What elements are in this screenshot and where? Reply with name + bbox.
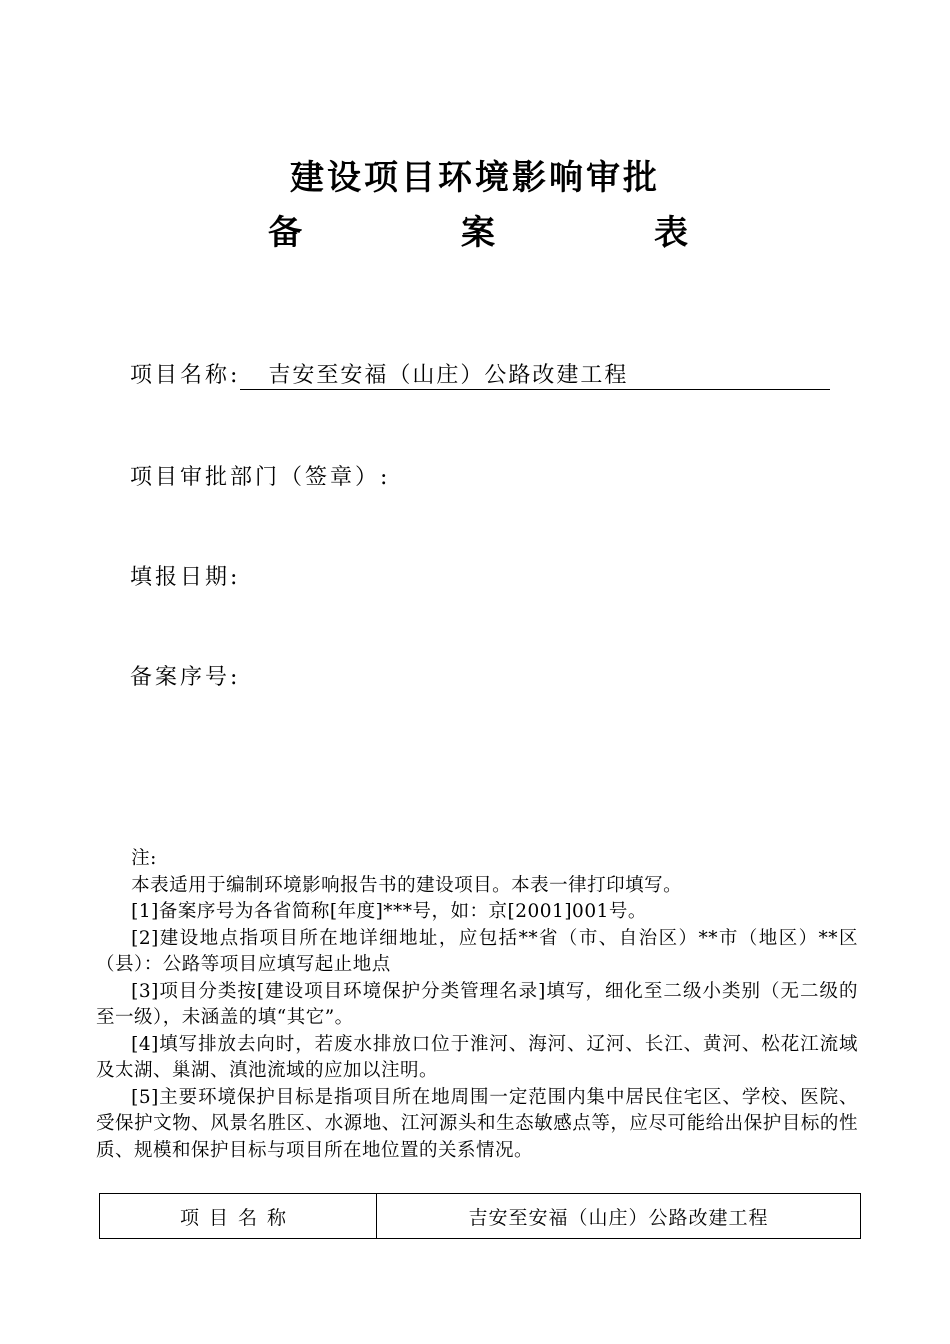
subtitle-char-2: 案 (461, 213, 495, 253)
approval-dept-field (130, 460, 390, 491)
project-name-field (130, 358, 830, 390)
project-name-value[interactable]: 吉安至安福（山庄）公路改建工程 (240, 358, 830, 390)
notes-heading: 注: (131, 848, 157, 869)
notes-section (96, 846, 858, 1164)
project-name-label: 项目名称: (130, 363, 241, 388)
fill-date-label: 填报日期: (130, 565, 241, 590)
note-item-2: [2]建设地点指项目所在地详细地址，应包括**省（市、自治区）**市（地区）**区（县）：公路等项目应填写起止地点 (96, 927, 858, 975)
notes-intro: 本表适用于编制环境影响报告书的建设项目。本表一律打印填写。 (131, 874, 683, 896)
document-subtitle (268, 205, 688, 253)
table-row-label: 项目名称 (100, 1194, 377, 1239)
subtitle-char-3: 表 (654, 213, 688, 253)
note-item-5: [5]主要环境保护目标是指项目所在地周围一定范围内集中居民住宅区、学校、医院、受保护文物、风景名胜区、水源地、江河源头和生态敏感点等，应尽可能给出保护目标的性质、规模和保护目标与项目所在地位置的关系情况。 (96, 1086, 858, 1161)
note-item-4: [4]填写排放去向时，若废水排放口位于淮河、海河、辽河、长江、黄河、松花江流域及太湖、巢湖、滇池流域的应加以注明。 (96, 1033, 858, 1081)
document-title: 建设项目环境影响审批 (290, 158, 660, 198)
record-no-field (130, 660, 240, 691)
project-info-table (99, 1193, 861, 1239)
table-row-value[interactable]: 吉安至安福（山庄）公路改建工程 (377, 1194, 861, 1239)
approval-dept-label: 项目审批部门（签章）: (130, 465, 391, 490)
fill-date-field (130, 560, 240, 591)
note-item-1: [1]备案序号为各省简称[年度]***号，如：京[2001]001号。 (131, 901, 647, 922)
table-row (100, 1194, 861, 1239)
subtitle-char-1: 备 (268, 213, 302, 253)
record-no-label: 备案序号: (130, 665, 241, 690)
note-item-3: [3]项目分类按[建设项目环境保护分类管理名录]填写，细化至二级小类别（无二级的至一级），未涵盖的填“其它”。 (96, 980, 858, 1028)
